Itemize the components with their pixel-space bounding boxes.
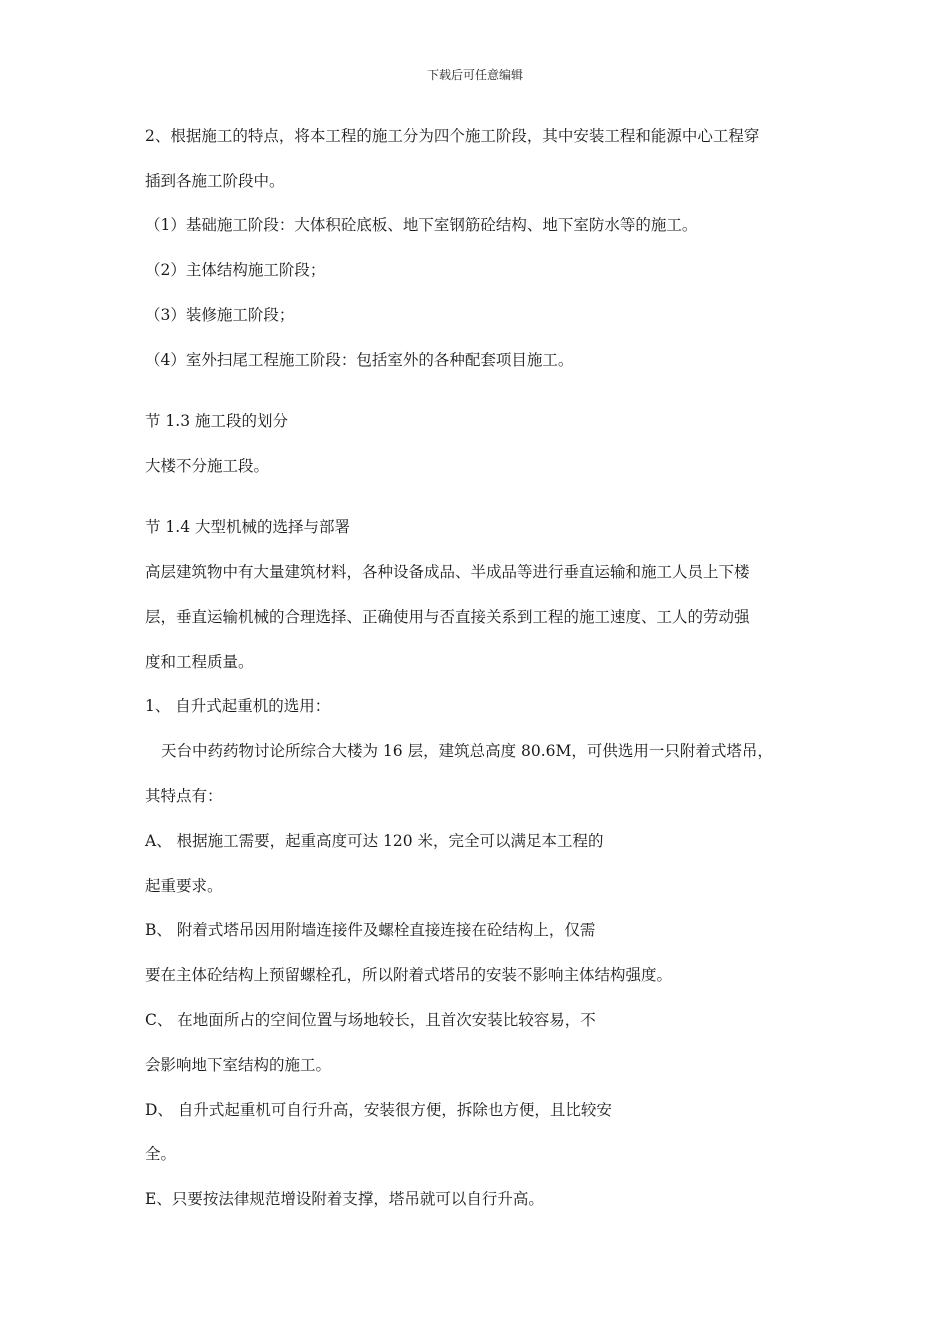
list-item: D、 自升式起重机可自行升高，安装很方便，拆除也方便，且比较安	[145, 1101, 612, 1119]
list-item: C、 在地面所占的空间位置与场地较长，且首次安装比较容易，不	[145, 1011, 596, 1029]
list-item: A、 根据施工需要，起重高度可达 120 米，完全可以满足本工程的	[145, 832, 604, 850]
paragraph-line: 天台中药药物讨论所综合大楼为 16 层，建筑总高度 80.6M，可供选用一只附着式塔吊，	[161, 742, 773, 760]
paragraph-line: 会影响地下室结构的施工。	[145, 1056, 332, 1074]
paragraph-line: 其特点有：	[145, 787, 223, 805]
paragraph-line: 大楼不分施工段。	[145, 457, 270, 475]
section-heading: 节 1.4 大型机械的选择与部署	[145, 518, 351, 536]
section-heading: 节 1.3 施工段的划分	[145, 412, 289, 430]
list-item: （2）主体结构施工阶段；	[145, 261, 326, 279]
list-item: （1）基础施工阶段：大体积砼底板、地下室钢筋砼结构、地下室防水等的施工。	[145, 216, 698, 234]
paragraph-line: 全。	[145, 1145, 177, 1163]
list-item: E、只要按法律规范增设附着支撑，塔吊就可以自行升高。	[145, 1190, 544, 1208]
paragraph-line: 层，垂直运输机械的合理选择、正确使用与否直接关系到工程的施工速度、工人的劳动强	[145, 608, 750, 626]
list-item: 1、 自升式起重机的选用：	[145, 697, 331, 715]
paragraph-line: 起重要求。	[145, 877, 223, 895]
list-item: B、 附着式塔吊因用附墙连接件及螺栓直接连接在砼结构上，仅需	[145, 921, 596, 939]
paragraph-line: 2、根据施工的特点，将本工程的施工分为四个施工阶段，其中安装工程和能源中心工程穿	[145, 127, 760, 145]
paragraph-line: 要在主体砼结构上预留螺栓孔，所以附着式塔吊的安装不影响主体结构强度。	[145, 966, 673, 984]
paragraph-line: 高层建筑物中有大量建筑材料，各种设备成品、半成品等进行垂直运输和施工人员上下楼	[145, 563, 750, 581]
paragraph-line: 插到各施工阶段中。	[145, 172, 285, 190]
list-item: （4）室外扫尾工程施工阶段：包括室外的各种配套项目施工。	[145, 351, 574, 369]
list-item: （3）装修施工阶段；	[145, 306, 295, 324]
page-header: 下载后可任意编辑	[426, 68, 523, 82]
paragraph-line: 度和工程质量。	[145, 653, 254, 671]
